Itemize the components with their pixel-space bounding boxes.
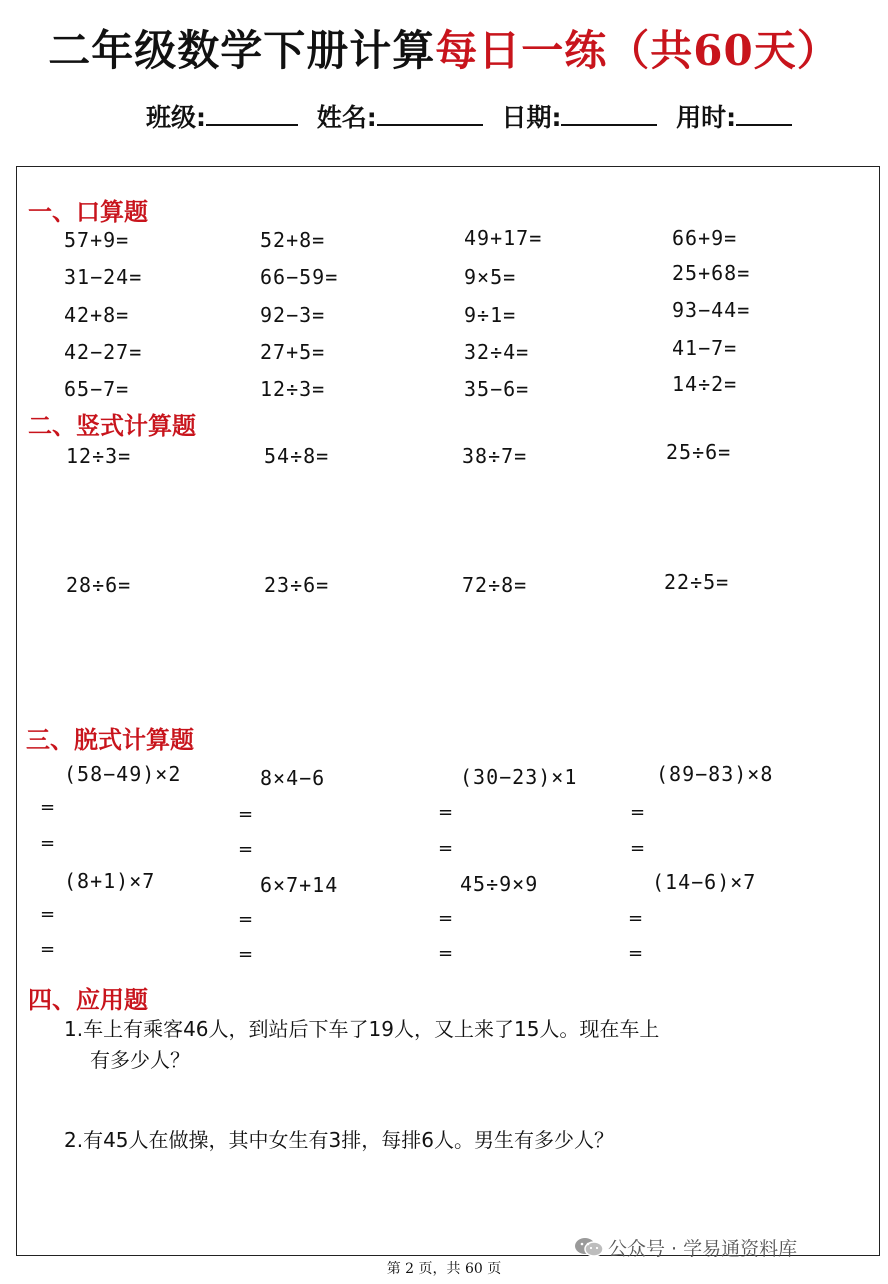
equals-sign: = [40, 797, 56, 818]
vertical-item: 28÷6= [66, 573, 132, 597]
word-problem-1: 1.车上有乘客46人，到站后下车了19人，又上来了15人。现在车上 [64, 1017, 660, 1041]
oral-item: 35−6= [464, 377, 530, 401]
word-problem-1-continued: 有多少人？ [90, 1048, 190, 1072]
stepwise-item: (14−6)×7 [652, 870, 757, 894]
oral-item: 27+5= [260, 340, 326, 364]
stepwise-item: 8×4−6 [260, 766, 326, 790]
section-word-problems-heading: 四、应用题 [28, 985, 148, 1014]
page-title [0, 18, 888, 78]
oral-item: 32÷4= [464, 340, 530, 364]
vertical-item: 54÷8= [264, 444, 330, 468]
oral-item: 65−7= [64, 377, 130, 401]
vertical-item: 25÷6= [666, 440, 732, 464]
stepwise-item: 45÷9×9 [460, 872, 539, 896]
equals-sign: = [630, 802, 646, 823]
name-label: 姓名: [316, 103, 377, 132]
vertical-item: 38÷7= [462, 444, 528, 468]
title-main: 二年级数学下册计算 [48, 26, 436, 75]
oral-item: 9÷1= [464, 303, 517, 327]
time-blank[interactable] [736, 102, 792, 126]
stepwise-item: (89−83)×8 [656, 762, 774, 786]
equals-sign: = [438, 838, 454, 859]
worksheet-frame [16, 166, 880, 1256]
stepwise-item: (30−23)×1 [460, 765, 578, 789]
oral-item: 25+68= [672, 261, 751, 285]
equals-sign: = [438, 908, 454, 929]
page-footer: 第 2 页，共 60 页 [386, 1261, 502, 1277]
class-blank[interactable] [206, 102, 298, 126]
equals-sign: = [40, 904, 56, 925]
watermark-text: 公众号 · 学易通资料库 [608, 1238, 798, 1260]
oral-item: 42−27= [64, 340, 143, 364]
equals-sign: = [238, 839, 254, 860]
section-vertical-heading: 二、竖式计算题 [28, 411, 196, 440]
section-stepwise-heading: 三、脱式计算题 [26, 725, 194, 754]
oral-item: 92−3= [260, 303, 326, 327]
equals-sign: = [238, 944, 254, 965]
oral-item: 66−59= [260, 265, 339, 289]
vertical-item: 12÷3= [66, 444, 132, 468]
oral-item: 9×5= [464, 265, 517, 289]
title-highlight: 每日一练（共60天） [435, 26, 840, 75]
student-info-line [146, 98, 802, 134]
oral-item: 93−44= [672, 298, 751, 322]
oral-item: 57+9= [64, 228, 130, 252]
time-label: 用时: [676, 103, 737, 132]
oral-item: 12÷3= [260, 377, 326, 401]
word-problem-2: 2.有45人在做操，其中女生有3排，每排6人。男生有多少人？ [64, 1128, 614, 1152]
stepwise-item: (8+1)×7 [64, 869, 156, 893]
oral-item: 66+9= [672, 226, 738, 250]
oral-item: 14÷2= [672, 372, 738, 396]
equals-sign: = [630, 838, 646, 859]
oral-item: 31−24= [64, 265, 143, 289]
vertical-item: 72÷8= [462, 573, 528, 597]
vertical-item: 22÷5= [664, 570, 730, 594]
section-oral-heading: 一、口算题 [28, 197, 148, 226]
date-label: 日期: [501, 103, 562, 132]
class-label: 班级: [146, 103, 206, 132]
oral-item: 49+17= [464, 226, 543, 250]
equals-sign: = [628, 908, 644, 929]
equals-sign: = [238, 804, 254, 825]
oral-item: 42+8= [64, 303, 130, 327]
equals-sign: = [438, 802, 454, 823]
equals-sign: = [238, 909, 254, 930]
equals-sign: = [438, 943, 454, 964]
stepwise-item: 6×7+14 [260, 873, 339, 897]
equals-sign: = [40, 939, 56, 960]
oral-item: 41−7= [672, 336, 738, 360]
name-blank[interactable] [377, 102, 483, 126]
equals-sign: = [628, 943, 644, 964]
stepwise-item: (58−49)×2 [64, 762, 182, 786]
equals-sign: = [40, 833, 56, 854]
vertical-item: 23÷6= [264, 573, 330, 597]
oral-item: 52+8= [260, 228, 326, 252]
date-blank[interactable] [561, 102, 657, 126]
